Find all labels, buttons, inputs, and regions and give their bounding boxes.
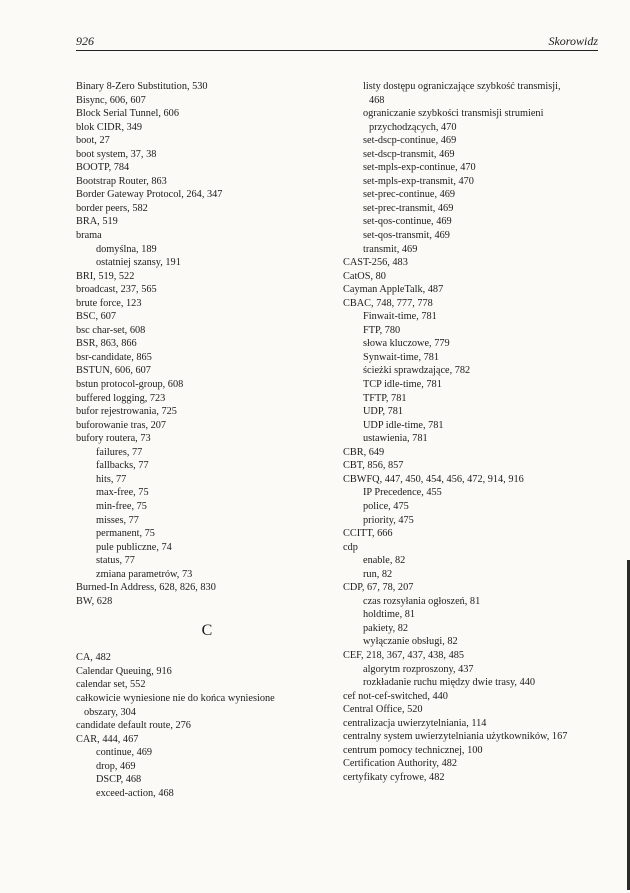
index-subentry: listy dostępu ograniczające szybkość transmisji, xyxy=(363,81,561,92)
index-subentry: misses, 77 xyxy=(96,514,139,526)
index-entry: Calendar Queuing, 916 xyxy=(76,665,172,677)
index-entry: bsr-candidate, 865 xyxy=(76,351,152,363)
index-entry: CDP, 67, 78, 207 xyxy=(343,582,414,594)
index-entry: BRI, 519, 522 xyxy=(76,270,135,282)
index-subentry: pule publiczne, 74 xyxy=(96,541,172,553)
index-entry: centrum pomocy technicznej, 100 xyxy=(343,744,483,756)
index-subentry: ostatniej szansy, 191 xyxy=(96,257,181,269)
index-entry: brute force, 123 xyxy=(76,297,142,309)
index-entry: BSR, 863, 866 xyxy=(76,338,137,350)
index-subentry: set-qos-continue, 469 xyxy=(363,216,452,228)
index-subentry: przychodzących, 470 xyxy=(369,121,457,133)
index-entry: CatOS, 80 xyxy=(343,270,386,282)
index-entry: CBT, 856, 857 xyxy=(343,460,404,472)
index-subentry: DSCP, 468 xyxy=(96,774,142,786)
index-subentry: continue, 469 xyxy=(96,747,153,759)
index-column-left xyxy=(76,80,338,800)
index-subentry: min-free, 75 xyxy=(96,500,147,512)
index-entry: cdp xyxy=(343,541,358,553)
index-entry: bstun protocol-group, 608 xyxy=(76,379,184,391)
index-subentry: słowa kluczowe, 779 xyxy=(363,338,450,350)
index-entry: border peers, 582 xyxy=(76,202,148,214)
page-header xyxy=(76,34,598,51)
index-entry: centralny system uwierzytelniania użytkowników, 167 xyxy=(343,731,568,743)
index-subentry: Synwait-time, 781 xyxy=(363,351,440,363)
index-column-right xyxy=(343,80,605,784)
index-subentry: exceed-action, 468 xyxy=(96,787,174,799)
index-subentry: IP Precedence, 455 xyxy=(363,487,442,499)
index-entry: CAST-256, 483 xyxy=(343,257,408,269)
index-subentry: priority, 475 xyxy=(363,514,414,526)
index-subentry: TFTP, 781 xyxy=(363,392,407,404)
index-subentry: ograniczanie szybkości transmisji strumieni xyxy=(363,108,544,120)
index-subentry: ścieżki sprawdzające, 782 xyxy=(363,365,471,377)
index-entry: Border Gateway Protocol, 264, 347 xyxy=(76,189,223,201)
index-entry: boot, 27 xyxy=(76,135,110,147)
index-subentry: ustawienia, 781 xyxy=(363,433,428,445)
index-subentry: enable, 82 xyxy=(363,555,406,567)
index-entry: buffered logging, 723 xyxy=(76,392,166,404)
index-subentry: rozkładanie ruchu między dwie trasy, 440 xyxy=(363,677,536,689)
index-entry: CAR, 444, 467 xyxy=(76,733,139,745)
index-entry: CA, 482 xyxy=(76,652,111,664)
index-entry: CBAC, 748, 777, 778 xyxy=(343,297,433,309)
index-subentry: run, 82 xyxy=(363,568,393,580)
index-entry: CCITT, 666 xyxy=(343,528,393,540)
index-entry: całkowicie wyniesione nie do końca wyniesione xyxy=(76,692,275,704)
index-entry: BW, 628 xyxy=(76,595,113,607)
index-entry: Cayman AppleTalk, 487 xyxy=(343,284,444,296)
index-subentry: transmit, 469 xyxy=(363,243,418,255)
index-subentry: fallbacks, 77 xyxy=(96,460,149,472)
index-entry: CBWFQ, 447, 450, 454, 456, 472, 914, 916 xyxy=(343,473,524,485)
index-subentry: set-prec-continue, 469 xyxy=(363,189,456,201)
index-subentry: set-mpls-exp-transmit, 470 xyxy=(363,175,474,187)
index-entry: buforowanie tras, 207 xyxy=(76,419,167,431)
index-subentry: 468 xyxy=(369,94,385,106)
index-letter-heading: C xyxy=(201,622,213,640)
index-entry: BOOTP, 784 xyxy=(76,162,130,174)
index-entry: broadcast, 237, 565 xyxy=(76,284,157,296)
index-subentry: set-dscp-transmit, 469 xyxy=(363,148,455,160)
index-subentry: Finwait-time, 781 xyxy=(363,311,437,323)
index-subentry: UDP idle-time, 781 xyxy=(363,419,444,431)
index-subentry: status, 77 xyxy=(96,555,135,567)
index-entry: cef not-cef-switched, 440 xyxy=(343,690,448,702)
index-entry: BSTUN, 606, 607 xyxy=(76,365,151,377)
page-number: 926 xyxy=(76,34,94,48)
index-subentry: wyłączanie obsługi, 82 xyxy=(363,636,458,648)
index-entry: Binary 8-Zero Substitution, 530 xyxy=(76,81,208,92)
index-subentry: UDP, 781 xyxy=(363,406,404,418)
index-subentry: holdtime, 81 xyxy=(363,609,416,621)
index-subentry: TCP idle-time, 781 xyxy=(363,379,442,391)
index-entry: brama xyxy=(76,230,102,242)
index-subentry: max-free, 75 xyxy=(96,487,149,499)
index-subentry: failures, 77 xyxy=(96,446,143,458)
index-entry: centralizacja uwierzytelniania, 114 xyxy=(343,717,487,729)
index-subentry: drop, 469 xyxy=(96,760,136,772)
index-entry: Block Serial Tunnel, 606 xyxy=(76,108,179,120)
index-entry: boot system, 37, 38 xyxy=(76,148,157,160)
index-entry: CEF, 218, 367, 437, 438, 485 xyxy=(343,649,465,661)
index-subentry: algorytm rozproszony, 437 xyxy=(363,663,474,675)
index-entry: Bootstrap Router, 863 xyxy=(76,175,167,187)
index-subentry: zmiana parametrów, 73 xyxy=(96,568,193,580)
index-entry: candidate default route, 276 xyxy=(76,720,191,732)
index-subentry: hits, 77 xyxy=(96,473,127,485)
index-subentry: FTP, 780 xyxy=(363,324,401,336)
index-entry: bufory routera, 73 xyxy=(76,433,151,445)
index-entry: Central Office, 520 xyxy=(343,704,423,716)
index-subentry: permanent, 75 xyxy=(96,528,155,540)
running-title: Skorowidz xyxy=(548,34,598,48)
index-entry: bufor rejestrowania, 725 xyxy=(76,406,177,418)
index-subentry: pakiety, 82 xyxy=(363,622,409,634)
index-entry: BRA, 519 xyxy=(76,216,118,228)
index-entry: Bisync, 606, 607 xyxy=(76,94,146,106)
index-subentry: police, 475 xyxy=(363,500,409,512)
index-subentry: czas rozsyłania ogłoszeń, 81 xyxy=(363,595,481,607)
index-subentry: set-mpls-exp-continue, 470 xyxy=(363,162,476,174)
index-subentry: domyślna, 189 xyxy=(96,243,157,255)
index-entry: bsc char-set, 608 xyxy=(76,324,146,336)
index-entry: blok CIDR, 349 xyxy=(76,121,143,133)
index-entry: CBR, 649 xyxy=(343,446,385,458)
index-subentry: set-dscp-continue, 469 xyxy=(363,135,457,147)
index-entry: BSC, 607 xyxy=(76,311,117,323)
index-entry: calendar set, 552 xyxy=(76,679,146,691)
index-subentry: set-prec-transmit, 469 xyxy=(363,202,454,214)
index-subentry: obszary, 304 xyxy=(84,706,136,718)
index-entry: certyfikaty cyfrowe, 482 xyxy=(343,771,445,783)
index-entry: Burned-In Address, 628, 826, 830 xyxy=(76,582,216,594)
index-entry: Certification Authority, 482 xyxy=(343,758,458,770)
index-subentry: set-qos-transmit, 469 xyxy=(363,230,450,242)
